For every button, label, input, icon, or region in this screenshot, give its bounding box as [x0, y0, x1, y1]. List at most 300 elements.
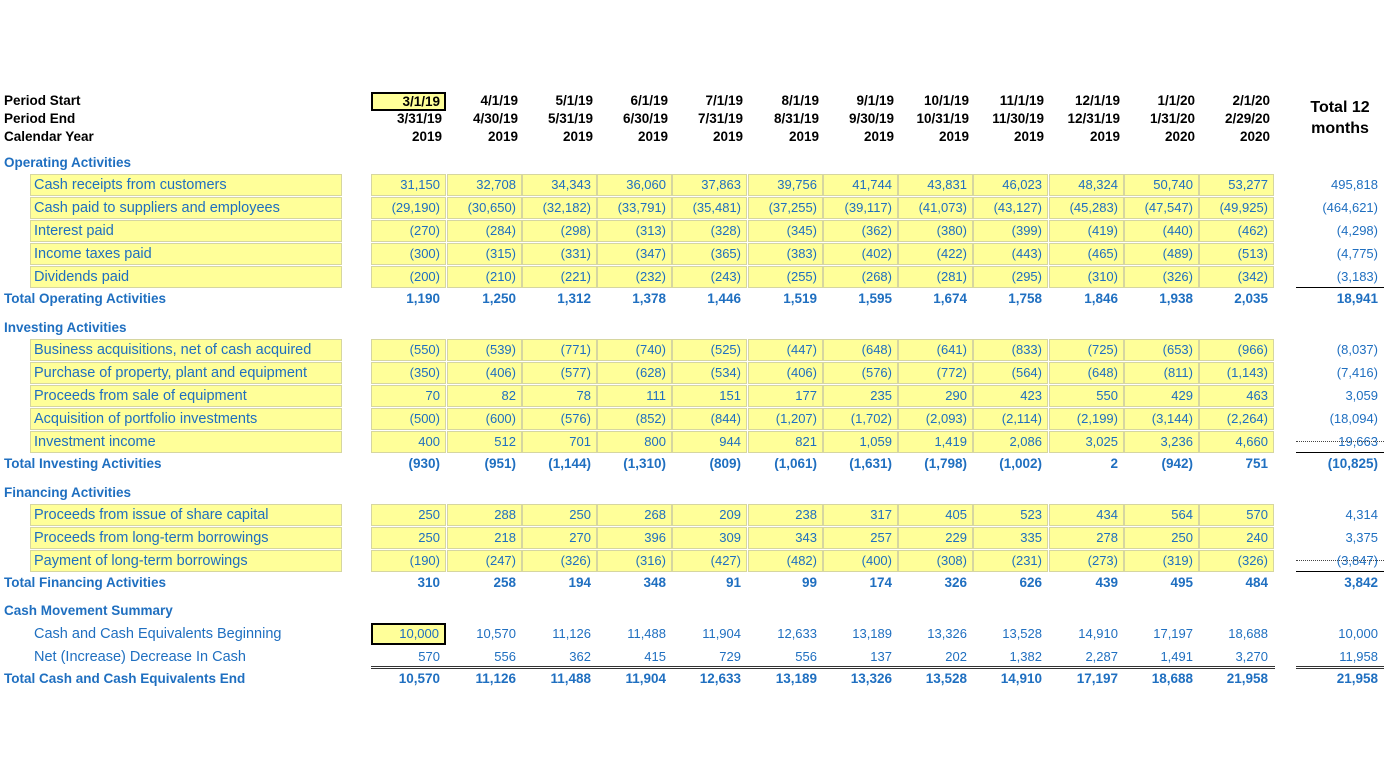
header-period-end-cell: 7/31/19	[697, 111, 743, 126]
header-period-start-cell: 12/1/19	[1074, 93, 1120, 108]
value-cell[interactable]: (576)	[823, 362, 898, 384]
total-value-cell: 13,189	[775, 671, 817, 686]
total-value-cell: 11,488	[550, 671, 591, 686]
value-cell[interactable]: (247)	[447, 550, 522, 572]
value-cell[interactable]: (326)	[1199, 550, 1274, 572]
value-cell[interactable]: (281)	[898, 266, 973, 288]
value-cell[interactable]: (440)	[1124, 220, 1199, 242]
value-cell: 18,688	[1228, 626, 1268, 641]
value-cell: 12,633	[777, 626, 817, 641]
grand-total-value-cell: (10,825)	[1327, 456, 1378, 471]
row-total-cell: 11,958	[1339, 649, 1378, 664]
value-cell: 11,488	[627, 626, 666, 641]
value-cell[interactable]: 564	[1124, 504, 1199, 526]
row-total-cell: (3,847)	[1336, 553, 1378, 568]
header-calendar-year-cell: 2019	[938, 129, 969, 144]
total-value-cell: 1,846	[1084, 291, 1118, 306]
total-value-cell: 18,688	[1151, 671, 1193, 686]
value-cell[interactable]: 111	[597, 385, 672, 407]
value-cell[interactable]: 2,086	[973, 431, 1048, 453]
total-value-cell: 1,446	[707, 291, 741, 306]
value-cell[interactable]: (550)	[371, 339, 446, 361]
header-period-end-cell: 5/31/19	[547, 111, 593, 126]
total-value-cell: 13,326	[850, 671, 892, 686]
value-cell[interactable]: (852)	[597, 408, 672, 430]
value-cell[interactable]: 250	[522, 504, 597, 526]
value-cell[interactable]: (298)	[522, 220, 597, 242]
value-cell[interactable]: 31,150	[371, 174, 446, 196]
value-cell[interactable]: 434	[1049, 504, 1124, 526]
grand-total-value-cell: 21,958	[1336, 671, 1378, 686]
value-cell[interactable]: (326)	[1124, 266, 1199, 288]
value-cell[interactable]: 290	[898, 385, 973, 407]
value-cell[interactable]: (32,182)	[522, 197, 597, 219]
value-cell: 1,491	[1160, 649, 1193, 664]
value-cell[interactable]: (406)	[748, 362, 823, 384]
row-label: Cash paid to suppliers and employees	[30, 197, 342, 219]
header-calendar-year-cell: 2019	[562, 129, 593, 144]
value-cell[interactable]: (45,283)	[1049, 197, 1124, 219]
header-label-2: Period End	[4, 111, 76, 126]
value-cell[interactable]: (406)	[447, 362, 522, 384]
value-cell[interactable]: (310)	[1049, 266, 1124, 288]
value-cell[interactable]: (3,144)	[1124, 408, 1199, 430]
value-cell[interactable]: 3,236	[1124, 431, 1199, 453]
value-cell[interactable]: 335	[973, 527, 1048, 549]
value-cell[interactable]: (576)	[522, 408, 597, 430]
header-period-start-cell: 1/1/20	[1157, 93, 1195, 108]
value-cell: 1,382	[1009, 649, 1042, 664]
total-value-cell: 11,126	[475, 671, 516, 686]
value-cell[interactable]: (313)	[597, 220, 672, 242]
value-cell[interactable]: 400	[371, 431, 446, 453]
total-value-cell: 1,250	[482, 291, 516, 306]
value-cell[interactable]: (462)	[1199, 220, 1274, 242]
row-total-cell: (4,775)	[1336, 246, 1378, 261]
total-value-cell: (1,798)	[924, 456, 967, 471]
value-cell[interactable]: 1,059	[823, 431, 898, 453]
total-underline-dotted	[1296, 441, 1384, 442]
header-calendar-year-cell: 2020	[1239, 129, 1270, 144]
row-label: Net (Increase) Decrease In Cash	[34, 649, 246, 665]
value-cell[interactable]: 151	[672, 385, 747, 407]
value-cell[interactable]: 523	[973, 504, 1048, 526]
value-cell: 11,126	[552, 626, 591, 641]
value-cell[interactable]: (2,114)	[973, 408, 1048, 430]
row-total-cell: 4,314	[1345, 507, 1378, 522]
value-cell[interactable]: (39,117)	[823, 197, 898, 219]
row-total-cell: (7,416)	[1336, 365, 1378, 380]
value-cell[interactable]: (319)	[1124, 550, 1199, 572]
value-cell[interactable]: (270)	[371, 220, 446, 242]
value-cell: 13,528	[1002, 626, 1042, 641]
header-period-start-cell: 9/1/19	[856, 93, 894, 108]
value-cell[interactable]: (221)	[522, 266, 597, 288]
row-label: Proceeds from long-term borrowings	[30, 527, 342, 549]
value-cell[interactable]: 463	[1199, 385, 1274, 407]
row-total-cell: (8,037)	[1336, 342, 1378, 357]
value-cell[interactable]: (966)	[1199, 339, 1274, 361]
row-label: Interest paid	[30, 220, 342, 242]
row-label: Proceeds from sale of equipment	[30, 385, 342, 407]
row-total-cell: 19,663	[1338, 434, 1378, 449]
value-cell[interactable]: (447)	[748, 339, 823, 361]
header-label-3: Calendar Year	[4, 129, 94, 144]
total-value-cell: (1,631)	[849, 456, 892, 471]
row-total-cell: (4,298)	[1336, 223, 1378, 238]
value-cell[interactable]: (243)	[672, 266, 747, 288]
value-cell[interactable]: 405	[898, 504, 973, 526]
total-rule-line	[1296, 571, 1384, 572]
total-label-operating-activities: Total Operating Activities	[4, 291, 167, 306]
value-cell[interactable]: (315)	[447, 243, 522, 265]
total-value-cell: 10,570	[398, 671, 440, 686]
value-cell[interactable]: (600)	[447, 408, 522, 430]
header-period-end-cell: 2/29/20	[1224, 111, 1270, 126]
section-title-cash-movement-summary: Cash Movement Summary	[4, 603, 173, 618]
value-cell[interactable]: 41,744	[823, 174, 898, 196]
value-cell[interactable]: (489)	[1124, 243, 1199, 265]
section-title-operating-activities: Operating Activities	[4, 155, 132, 170]
value-cell[interactable]: (419)	[1049, 220, 1124, 242]
total-value-cell: 495	[1170, 575, 1193, 590]
header-period-start-cell: 6/1/19	[630, 93, 668, 108]
total-value-cell: (942)	[1161, 456, 1193, 471]
total-value-cell: 14,910	[1000, 671, 1042, 686]
header-period-end-cell: 10/31/19	[916, 111, 969, 126]
value-cell[interactable]: (465)	[1049, 243, 1124, 265]
value-cell[interactable]: 50,740	[1124, 174, 1199, 196]
total-value-cell: 310	[417, 575, 440, 590]
total-value-cell: 11,904	[625, 671, 666, 686]
value-cell[interactable]: 218	[447, 527, 522, 549]
header-calendar-year-cell: 2019	[788, 129, 819, 144]
value-cell: 3,270	[1235, 649, 1268, 664]
value-cell[interactable]: 70	[371, 385, 446, 407]
header-period-end-cell: 6/30/19	[622, 111, 668, 126]
value-cell[interactable]: (400)	[823, 550, 898, 572]
value-cell[interactable]: 229	[898, 527, 973, 549]
row-label: Investment income	[30, 431, 342, 453]
value-cell[interactable]: 10,000	[371, 623, 446, 645]
value-cell[interactable]: 235	[823, 385, 898, 407]
header-calendar-year-cell: 2019	[637, 129, 668, 144]
value-cell[interactable]: 48,324	[1049, 174, 1124, 196]
total-value-cell: 326	[944, 575, 967, 590]
value-cell: 570	[418, 649, 440, 664]
value-cell[interactable]: (402)	[823, 243, 898, 265]
row-label: Dividends paid	[30, 266, 342, 288]
value-cell: 362	[569, 649, 591, 664]
total-value-cell: 1,378	[632, 291, 666, 306]
value-cell[interactable]: (350)	[371, 362, 446, 384]
value-cell[interactable]: 570	[1199, 504, 1274, 526]
total-label-financing-activities: Total Financing Activities	[4, 575, 167, 590]
total-value-cell: 439	[1095, 575, 1118, 590]
value-cell[interactable]: (534)	[672, 362, 747, 384]
header-calendar-year-cell: 2019	[487, 129, 518, 144]
value-cell[interactable]: (255)	[748, 266, 823, 288]
total-value-cell: 484	[1245, 575, 1268, 590]
value-cell[interactable]: 944	[672, 431, 747, 453]
value-cell[interactable]: 550	[1049, 385, 1124, 407]
value-cell: 556	[795, 649, 817, 664]
value-cell[interactable]: 309	[672, 527, 747, 549]
value-cell: 14,910	[1078, 626, 1118, 641]
value-cell[interactable]: 278	[1049, 527, 1124, 549]
value-cell[interactable]: 821	[748, 431, 823, 453]
value-cell[interactable]: 250	[371, 504, 446, 526]
value-cell[interactable]: (641)	[898, 339, 973, 361]
header-calendar-year-cell: 2019	[1013, 129, 1044, 144]
value-cell[interactable]: 4,660	[1199, 431, 1274, 453]
row-total-cell: 10,000	[1338, 626, 1378, 641]
value-cell[interactable]: (500)	[371, 408, 446, 430]
value-cell[interactable]: (648)	[823, 339, 898, 361]
value-cell[interactable]: (300)	[371, 243, 446, 265]
total-value-cell: 91	[725, 575, 741, 590]
header-period-end-cell: 1/31/20	[1149, 111, 1195, 126]
value-cell[interactable]: (771)	[522, 339, 597, 361]
value-cell[interactable]: 270	[522, 527, 597, 549]
value-cell[interactable]: (43,127)	[973, 197, 1048, 219]
value-cell[interactable]: (232)	[597, 266, 672, 288]
total-value-cell: (1,144)	[548, 456, 591, 471]
header-label-1: Period Start	[4, 93, 81, 108]
value-cell[interactable]: (772)	[898, 362, 973, 384]
total-value-cell: 348	[643, 575, 666, 590]
value-cell[interactable]: 37,863	[672, 174, 747, 196]
value-cell[interactable]: (47,547)	[1124, 197, 1199, 219]
total-value-cell: 12,633	[699, 671, 741, 686]
row-label: Payment of long-term borrowings	[30, 550, 342, 572]
total-value-cell: 1,519	[783, 291, 817, 306]
section-title-financing-activities: Financing Activities	[4, 485, 132, 500]
value-cell[interactable]: (231)	[973, 550, 1048, 572]
row-label: Purchase of property, plant and equipment	[30, 362, 342, 384]
header-calendar-year-cell: 2019	[411, 129, 442, 144]
total-value-cell: 1,190	[406, 291, 440, 306]
value-cell: 13,189	[852, 626, 892, 641]
total-value-cell: 1,758	[1008, 291, 1042, 306]
value-cell[interactable]: 240	[1199, 527, 1274, 549]
value-cell[interactable]: 423	[973, 385, 1048, 407]
value-cell[interactable]: (383)	[748, 243, 823, 265]
value-cell[interactable]: 268	[597, 504, 672, 526]
total-value-cell: 1,595	[858, 291, 892, 306]
header-period-end-cell: 4/30/19	[472, 111, 518, 126]
value-cell[interactable]: 78	[522, 385, 597, 407]
grand-total-value-cell: 3,842	[1344, 575, 1378, 590]
header-period-start-cell: 7/1/19	[705, 93, 743, 108]
value-cell[interactable]: (328)	[672, 220, 747, 242]
value-cell[interactable]: 343	[748, 527, 823, 549]
header-calendar-year-cell: 2019	[863, 129, 894, 144]
header-period-start-cell: 2/1/20	[1232, 93, 1270, 108]
value-cell[interactable]: (833)	[973, 339, 1048, 361]
total-rule-line	[1296, 287, 1384, 288]
value-cell[interactable]: (268)	[823, 266, 898, 288]
grand-total-value-cell: 18,941	[1336, 291, 1378, 306]
total-rule-line	[1296, 452, 1384, 453]
row-total-cell: 3,059	[1345, 388, 1378, 403]
total-value-cell: 13,528	[925, 671, 967, 686]
value-cell[interactable]: (653)	[1124, 339, 1199, 361]
value-cell[interactable]: 82	[447, 385, 522, 407]
total-value-cell: 751	[1245, 456, 1268, 471]
value-cell[interactable]: (577)	[522, 362, 597, 384]
header-period-end-cell: 9/30/19	[848, 111, 894, 126]
value-cell[interactable]: (347)	[597, 243, 672, 265]
value-cell: 10,570	[476, 626, 516, 641]
value-cell[interactable]: (844)	[672, 408, 747, 430]
value-cell[interactable]: (2,264)	[1199, 408, 1274, 430]
value-cell[interactable]: (811)	[1124, 362, 1199, 384]
value-cell[interactable]: (2,093)	[898, 408, 973, 430]
value-cell[interactable]: (308)	[898, 550, 973, 572]
value-cell[interactable]: (284)	[447, 220, 522, 242]
value-cell[interactable]: (190)	[371, 550, 446, 572]
value-cell[interactable]: 250	[1124, 527, 1199, 549]
row-label: Income taxes paid	[30, 243, 342, 265]
value-cell[interactable]: (316)	[597, 550, 672, 572]
header-period-start-cell: 10/1/19	[923, 93, 969, 108]
value-cell[interactable]: (513)	[1199, 243, 1274, 265]
value-cell: 415	[644, 649, 666, 664]
value-cell[interactable]: (422)	[898, 243, 973, 265]
header-period-start-cell: 8/1/19	[781, 93, 819, 108]
row-total-cell: (18,094)	[1329, 411, 1378, 426]
row-total-cell: 3,375	[1345, 530, 1378, 545]
value-cell[interactable]: (49,925)	[1199, 197, 1274, 219]
row-label: Business acquisitions, net of cash acquired	[30, 339, 342, 361]
value-cell[interactable]: (2,199)	[1049, 408, 1124, 430]
value-cell[interactable]: (342)	[1199, 266, 1274, 288]
value-cell[interactable]: (331)	[522, 243, 597, 265]
value-cell[interactable]: (525)	[672, 339, 747, 361]
value-cell[interactable]: 257	[823, 527, 898, 549]
header-period-end-cell: 3/31/19	[396, 111, 442, 126]
value-cell[interactable]: (564)	[973, 362, 1048, 384]
value-cell[interactable]: (443)	[973, 243, 1048, 265]
value-cell[interactable]: 238	[748, 504, 823, 526]
value-cell[interactable]: (482)	[748, 550, 823, 572]
value-cell[interactable]: 32,708	[447, 174, 522, 196]
total-value-cell: 194	[568, 575, 591, 590]
value-cell: 202	[945, 649, 967, 664]
total-value-cell: 1,312	[557, 291, 591, 306]
total-value-cell: (809)	[709, 456, 741, 471]
value-cell[interactable]: 250	[371, 527, 446, 549]
value-cell[interactable]: 36,060	[597, 174, 672, 196]
header-calendar-year-cell: 2020	[1164, 129, 1195, 144]
value-cell[interactable]: (295)	[973, 266, 1048, 288]
value-cell[interactable]: 46,023	[973, 174, 1048, 196]
value-cell[interactable]: (427)	[672, 550, 747, 572]
value-cell: 137	[870, 649, 892, 664]
total-value-cell: 99	[801, 575, 817, 590]
value-cell[interactable]: 396	[597, 527, 672, 549]
value-cell[interactable]: (200)	[371, 266, 446, 288]
value-cell[interactable]: (1,207)	[748, 408, 823, 430]
header-calendar-year-cell: 2019	[1089, 129, 1120, 144]
value-cell[interactable]: 53,277	[1199, 174, 1274, 196]
value-cell[interactable]: (210)	[447, 266, 522, 288]
value-cell[interactable]: (539)	[447, 339, 522, 361]
value-cell[interactable]: (345)	[748, 220, 823, 242]
total-label-cash-movement-summary: Total Cash and Cash Equivalents End	[4, 671, 246, 686]
value-cell[interactable]: 317	[823, 504, 898, 526]
total-underline-dotted	[1296, 560, 1384, 561]
value-cell[interactable]: (37,255)	[748, 197, 823, 219]
total-value-cell: 17,197	[1076, 671, 1118, 686]
total-value-cell: (951)	[484, 456, 516, 471]
value-cell[interactable]: (628)	[597, 362, 672, 384]
value-cell[interactable]: (365)	[672, 243, 747, 265]
value-cell[interactable]: (326)	[522, 550, 597, 572]
value-cell[interactable]: (273)	[1049, 550, 1124, 572]
total-value-cell: 626	[1019, 575, 1042, 590]
value-cell[interactable]: 34,343	[522, 174, 597, 196]
total-value-cell: 21,958	[1226, 671, 1268, 686]
value-cell: 17,197	[1153, 626, 1193, 641]
value-cell[interactable]: (35,481)	[672, 197, 747, 219]
value-cell[interactable]: (648)	[1049, 362, 1124, 384]
total-12-months-header-line2: months	[1311, 120, 1369, 137]
header-period-start-cell: 11/1/19	[999, 93, 1044, 108]
value-cell[interactable]: 288	[447, 504, 522, 526]
value-cell[interactable]: (399)	[973, 220, 1048, 242]
row-label: Proceeds from issue of share capital	[30, 504, 342, 526]
value-cell[interactable]: 1,419	[898, 431, 973, 453]
value-cell[interactable]: 701	[522, 431, 597, 453]
value-cell[interactable]: (1,143)	[1199, 362, 1274, 384]
value-cell[interactable]: (362)	[823, 220, 898, 242]
total-value-cell: (1,002)	[999, 456, 1042, 471]
value-cell[interactable]: (41,073)	[898, 197, 973, 219]
header-period-end-cell: 12/31/19	[1067, 111, 1120, 126]
header-period-end-cell: 8/31/19	[773, 111, 819, 126]
section-title-investing-activities: Investing Activities	[4, 320, 127, 335]
value-cell[interactable]: 39,756	[748, 174, 823, 196]
value-cell[interactable]: 209	[672, 504, 747, 526]
value-cell[interactable]: 43,831	[898, 174, 973, 196]
total-value-cell: 1,938	[1159, 291, 1193, 306]
value-cell[interactable]: (725)	[1049, 339, 1124, 361]
value-cell[interactable]: (740)	[597, 339, 672, 361]
value-cell[interactable]: 3,025	[1049, 431, 1124, 453]
value-cell[interactable]: 429	[1124, 385, 1199, 407]
header-period-start-cell[interactable]: 3/1/19	[371, 92, 446, 111]
row-label: Cash and Cash Equivalents Beginning	[34, 626, 282, 642]
value-cell[interactable]: 800	[597, 431, 672, 453]
value-cell[interactable]: (29,190)	[371, 197, 446, 219]
value-cell[interactable]: (30,650)	[447, 197, 522, 219]
value-cell[interactable]: (380)	[898, 220, 973, 242]
row-total-cell: 495,818	[1331, 177, 1378, 192]
total-value-cell: (1,061)	[774, 456, 817, 471]
value-cell[interactable]: 512	[447, 431, 522, 453]
row-label: Cash receipts from customers	[30, 174, 342, 196]
value-cell[interactable]: (33,791)	[597, 197, 672, 219]
value-cell[interactable]: 177	[748, 385, 823, 407]
total-value-cell: 1,674	[933, 291, 967, 306]
total-12-months-header: Total 12	[1310, 99, 1370, 116]
row-total-cell: (464,621)	[1322, 200, 1378, 215]
total-value-cell: (1,310)	[623, 456, 666, 471]
value-cell[interactable]: (1,702)	[823, 408, 898, 430]
value-cell: 11,904	[702, 626, 741, 641]
